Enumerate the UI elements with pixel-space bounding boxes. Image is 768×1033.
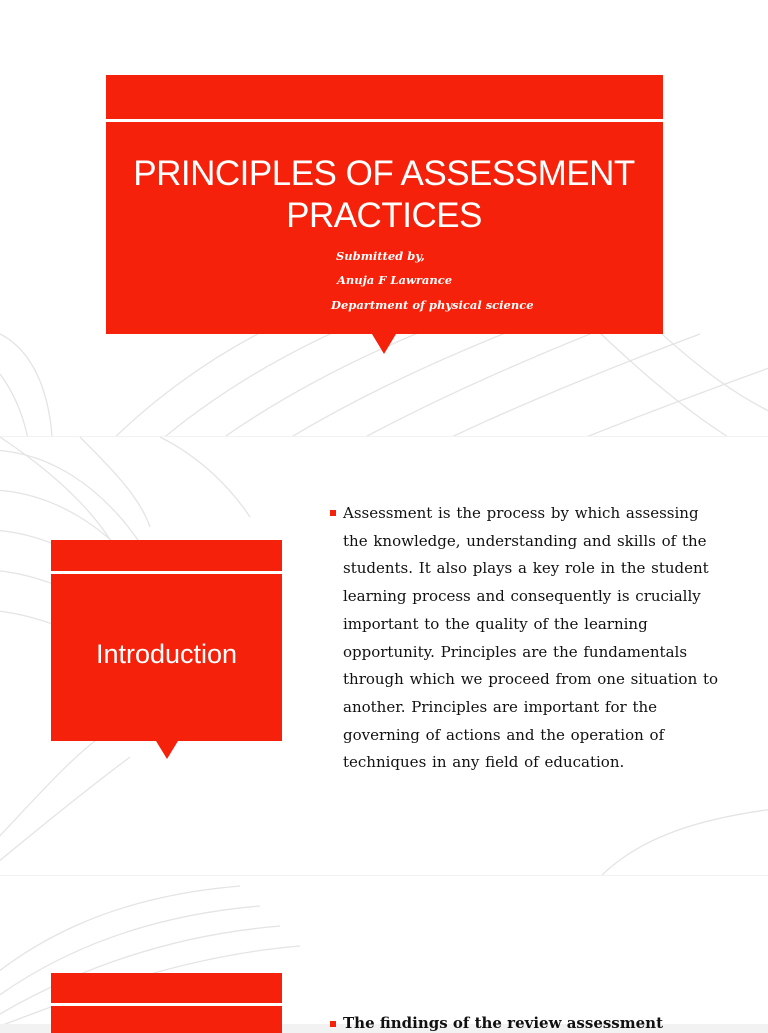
title-line-1: PRINCIPLES OF ASSESSMENT bbox=[133, 154, 635, 193]
submitted-by: Submitted by, bbox=[336, 249, 425, 263]
introduction-divider bbox=[51, 571, 282, 574]
department: Department of physical science bbox=[331, 298, 534, 312]
introduction-paragraph: Assessment is the process by which assessing the knowledge, understanding and skills of the students. It also plays a key role in the student learning process and consequently is crucially important to the quality of the learning opportunity. Principles are the fundamentals through which we proceed from one situation to another. Principles are important for the governing of actions and the operation of techniques in any field of education. bbox=[343, 504, 719, 772]
next-slide-text: The findings of the review assessment bbox=[343, 1014, 664, 1032]
title-slide bbox=[0, 0, 768, 436]
next-slide-divider bbox=[51, 1003, 282, 1006]
bullet-icon bbox=[330, 510, 336, 516]
slide-title bbox=[105, 153, 663, 237]
title-line-2: PRACTICES bbox=[286, 196, 482, 235]
bullet-icon-2 bbox=[330, 1021, 336, 1027]
author-name: Anuja F Lawrance bbox=[337, 273, 453, 287]
introduction-pointer bbox=[156, 741, 178, 759]
title-divider bbox=[106, 119, 663, 122]
introduction-heading: Introduction bbox=[95, 639, 238, 669]
title-pointer bbox=[372, 334, 396, 354]
